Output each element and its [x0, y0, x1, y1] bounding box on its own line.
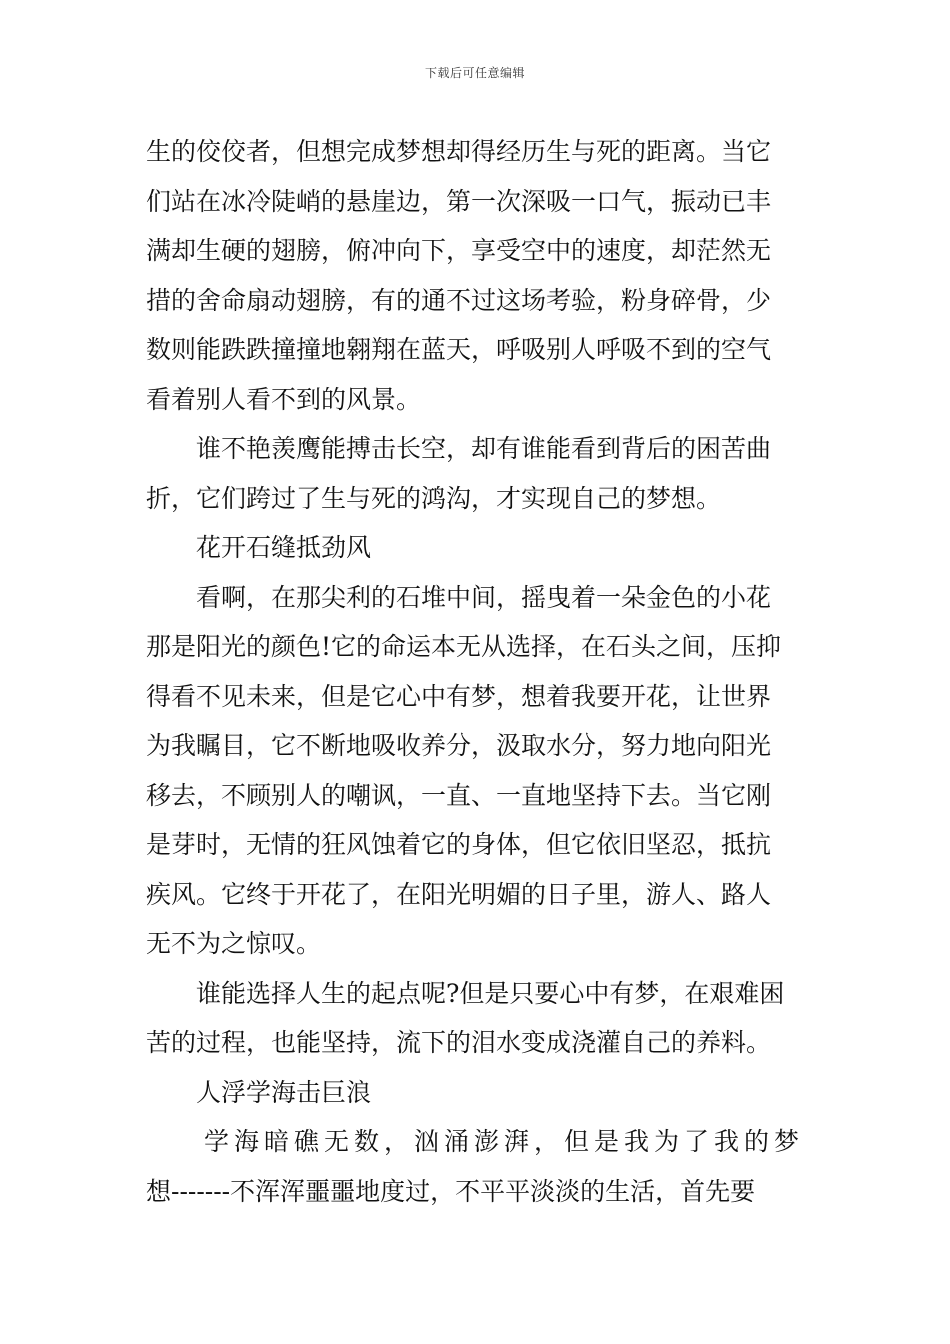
- text-line: 生的佼佼者，但想完成梦想却得经历生与死的距离。当它: [146, 137, 772, 166]
- section-heading: 人浮学海击巨浪: [196, 1077, 372, 1107]
- text-line: 移去，不顾别人的嘲讽，一直、一直地坚持下去。当它刚: [146, 780, 772, 810]
- text-line: 看着别人看不到的风景。: [146, 384, 422, 414]
- text-line: 数则能跌跌撞撞地翱翔在蓝天，呼吸别人呼吸不到的空气: [146, 335, 772, 364]
- text-line: 满却生硬的翅膀，俯冲向下，享受空中的速度，却茫然无: [146, 236, 772, 265]
- text-line: 得看不见未来，但是它心中有梦，想着我要开花，让世界: [146, 681, 772, 711]
- paragraph-first-line: 谁不艳羡鹰能搏击长空，却有谁能看到背后的困苦曲: [196, 434, 772, 463]
- text-line: 们站在冰冷陡峭的悬崖边，第一次深吸一口气，振动已丰: [146, 186, 772, 216]
- paragraph-first-line: 学海暗礁无数，汹涌澎湃，但是我为了我的梦: [204, 1127, 805, 1156]
- text-line: 为我瞩目，它不断地吸收养分，汲取水分，努力地向阳光: [146, 731, 772, 760]
- text-line: 那是阳光的颜色!它的命运本无从选择，在石头之间，压抑: [146, 632, 782, 661]
- text-line: 是芽时，无情的狂风蚀着它的身体，但它依旧坚忍，抵抗: [146, 830, 772, 859]
- paragraph-first-line: 看啊，在那尖利的石堆中间，摇曳着一朵金色的小花: [196, 582, 772, 612]
- text-line: 措的舍命扇动翅膀，有的通不过这场考验，粉身碎骨，少: [146, 285, 772, 315]
- section-heading: 花开石缝抵劲风: [196, 533, 372, 562]
- body-text: [146, 127, 810, 1216]
- text-line: 折，它们跨过了生与死的鸿沟，才实现自己的梦想。: [146, 483, 722, 513]
- text-line: 苦的过程，也能坚持，流下的泪水变成浇灌自己的养料。: [146, 1028, 772, 1057]
- text-line: 想-------不浑浑噩噩地度过，不平平淡淡的生活，首先要: [146, 1176, 756, 1206]
- text-line: 无不为之惊叹。: [146, 929, 322, 958]
- text-line: 疾风。它终于开花了，在阳光明媚的日子里，游人、路人: [146, 879, 772, 909]
- page-header: 下载后可任意编辑: [424, 66, 525, 80]
- paragraph-first-line: 谁能选择人生的起点呢?但是只要心中有梦，在艰难困: [196, 978, 785, 1008]
